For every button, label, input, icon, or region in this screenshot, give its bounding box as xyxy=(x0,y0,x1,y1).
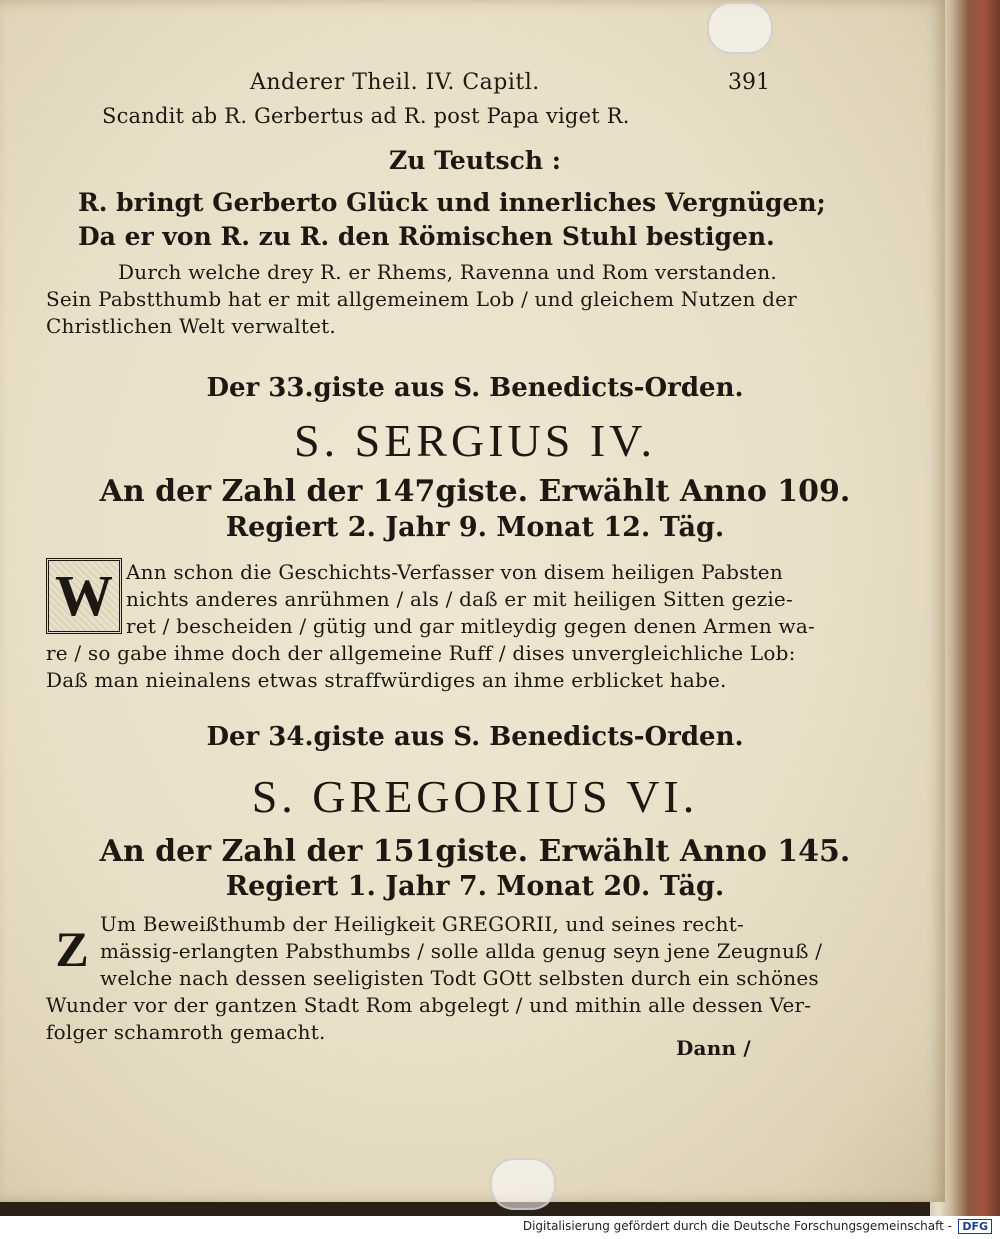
election-line: An der Zahl der 151giste. Erwählt Anno 145. xyxy=(99,834,851,869)
paragraph-line: folger schamroth gemacht. xyxy=(46,1020,326,1044)
latin-verse: Scandit ab R. Gerbertus ad R. post Papa viget R. xyxy=(102,104,630,128)
paragraph-line: nichts anderes anrühmen / als / daß er mit heiligen Sitten gezie- xyxy=(126,587,793,611)
paragraph-line: Durch welche drey R. er Rhems, Ravenna und Rom verstanden. xyxy=(118,260,777,284)
german-verse-line-1: R. bringt Gerberto Glück und innerliches Vergnügen; xyxy=(78,188,826,217)
order-heading: Der 33.giste aus S. Benedicts-Orden. xyxy=(206,373,744,403)
paragraph-line: Christlichen Welt verwaltet. xyxy=(46,314,336,338)
footer-bar xyxy=(0,1216,1000,1239)
paragraph-line: re / so gabe ihme doch der allgemeine Ruff / dises unvergleichliche Lob: xyxy=(46,641,796,665)
paragraph-line: mässig-erlangten Pabsthumbs / solle allda genug seyn jene Zeugnuß / xyxy=(100,939,823,963)
pope-name: S. SERGIUS IV. xyxy=(294,415,656,466)
reign-line: Regiert 1. Jahr 7. Monat 20. Täg. xyxy=(225,871,725,902)
paragraph-line: Sein Pabstthumb hat er mit allgemeinem Lob / und gleichem Nutzen der xyxy=(46,287,797,311)
catchword: Dann / xyxy=(676,1036,751,1060)
reign-line: Regiert 2. Jahr 9. Monat 12. Täg. xyxy=(225,512,725,543)
page-clip-top xyxy=(707,2,773,54)
verse-heading: Zu Teutsch : xyxy=(389,146,561,175)
paragraph-line: Ann schon die Geschichts-Verfasser von disem heiligen Pabsten xyxy=(126,560,783,584)
paragraph-line: Um Beweißthumb der Heiligkeit GREGORII, und seines recht- xyxy=(100,912,744,936)
funding-credit: Digitalisierung gefördert durch die Deutsche Forschungsgemeinschaft - xyxy=(522,1219,952,1233)
drop-cap: Z xyxy=(55,921,89,977)
drop-cap: W xyxy=(46,558,122,634)
page-clip-bottom xyxy=(490,1158,556,1210)
pope-name: S. GREGORIUS VI. xyxy=(251,771,699,822)
dfg-logo: DFG xyxy=(958,1219,992,1234)
election-line: An der Zahl der 147giste. Erwählt Anno 109. xyxy=(99,474,851,509)
german-verse-line-2: Da er von R. zu R. den Römischen Stuhl bestigen. xyxy=(78,222,775,251)
paragraph-line: welche nach dessen seeligisten Todt GOtt selbsten durch ein schönes xyxy=(100,966,819,990)
running-header xyxy=(250,70,770,104)
paragraph-line: Daß man nieinalens etwas straffwürdiges an ihme erblicket habe. xyxy=(46,668,727,692)
order-heading: Der 34.giste aus S. Benedicts-Orden. xyxy=(206,722,744,752)
paragraph-line: Wunder vor der gantzen Stadt Rom abgelegt / und mithin alle dessen Ver- xyxy=(46,993,812,1017)
paragraph-line: ret / bescheiden / gütig und gar mitleydig gegen denen Armen wa- xyxy=(126,614,815,638)
page-number: 391 xyxy=(728,70,770,95)
running-title: Anderer Theil. IV. Capitl. xyxy=(250,70,540,95)
